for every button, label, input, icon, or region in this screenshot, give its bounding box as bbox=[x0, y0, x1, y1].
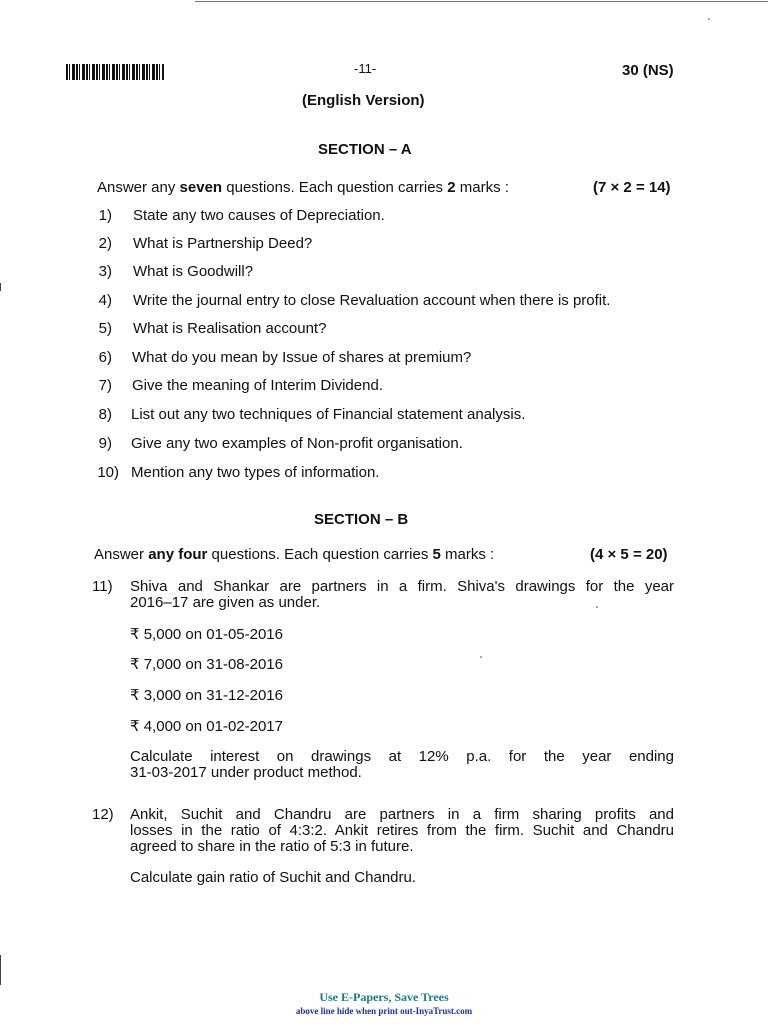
scan-edge-mark bbox=[0, 955, 1, 985]
barcode-image bbox=[66, 64, 164, 80]
question-number: 9) bbox=[98, 435, 112, 452]
scan-edge-mark bbox=[0, 283, 1, 291]
section-b-instruction bbox=[94, 546, 494, 563]
section-a-marks: (7 × 2 = 14) bbox=[593, 179, 671, 196]
page-number: -11- bbox=[354, 61, 377, 76]
instruction-text: marks : bbox=[455, 179, 509, 196]
question-text: Give the meaning of Interim Dividend. bbox=[132, 377, 383, 394]
question-number: 3) bbox=[98, 263, 112, 280]
question-text: What do you mean by Issue of shares at premium? bbox=[132, 349, 472, 366]
drawing-entry: ₹ 4,000 on 01-02-2017 bbox=[130, 718, 283, 735]
question-text: 31-03-2017 under product method. bbox=[130, 764, 362, 781]
instruction-text: questions. Each question carries bbox=[222, 179, 448, 196]
question-text: Shiva and Shankar are partners in a firm. Shiva's drawings for the year bbox=[130, 578, 674, 595]
drawing-entry: ₹ 7,000 on 31-08-2016 bbox=[130, 656, 283, 673]
question-text: Calculate gain ratio of Suchit and Chandru. bbox=[130, 869, 417, 886]
question-number: 2) bbox=[98, 235, 112, 252]
question-text: Mention any two types of information. bbox=[131, 464, 380, 481]
paper-code: 30 (NS) bbox=[622, 62, 674, 79]
instruction-count: any four bbox=[148, 546, 208, 563]
scan-speck bbox=[480, 656, 482, 658]
section-b-marks: (4 × 5 = 20) bbox=[590, 546, 668, 563]
section-a-instruction bbox=[97, 179, 509, 196]
instruction-text: marks : bbox=[440, 546, 495, 563]
question-text: What is Partnership Deed? bbox=[133, 235, 313, 252]
instruction-marks-each: 5 bbox=[432, 546, 441, 563]
instruction-text: Answer any bbox=[97, 179, 180, 196]
question-text: List out any two techniques of Financial statement analysis. bbox=[131, 406, 526, 423]
question-text: Ankit, Suchit and Chandru are partners in a firm sharing profits and bbox=[130, 806, 674, 823]
question-number: 8) bbox=[98, 406, 112, 423]
drawing-entry: ₹ 3,000 on 31-12-2016 bbox=[130, 687, 283, 704]
question-text: losses in the ratio of 4:3:2. Ankit retires from the firm. Suchit and Chandru bbox=[130, 822, 674, 839]
question-number: 6) bbox=[98, 349, 112, 366]
question-number: 1) bbox=[98, 207, 112, 224]
instruction-marks-each: 2 bbox=[447, 179, 456, 196]
question-number: 5) bbox=[98, 320, 112, 337]
footer-slogan: Use E-Papers, Save Trees bbox=[319, 990, 449, 1004]
question-number: 4) bbox=[98, 292, 112, 309]
question-text: What is Goodwill? bbox=[133, 263, 254, 280]
question-text: Give any two examples of Non-profit organisation. bbox=[131, 435, 463, 452]
version-title: (English Version) bbox=[302, 92, 425, 109]
section-b-heading: SECTION – B bbox=[314, 511, 409, 528]
question-number: 11) bbox=[92, 578, 113, 595]
question-text: Calculate interest on drawings at 12% p.a. for the year ending bbox=[130, 748, 674, 765]
question-text: Write the journal entry to close Revaluation account when there is profit. bbox=[133, 292, 611, 309]
scan-speck bbox=[708, 18, 710, 20]
instruction-count: seven bbox=[179, 179, 223, 196]
question-text: 2016–17 are given as under. bbox=[130, 594, 321, 611]
question-number: 10) bbox=[97, 464, 119, 481]
section-a-heading: SECTION – A bbox=[318, 141, 412, 158]
question-number: 7) bbox=[98, 377, 112, 394]
question-text: State any two causes of Depreciation. bbox=[133, 207, 385, 224]
top-divider bbox=[195, 1, 768, 2]
question-text: What is Realisation account? bbox=[133, 320, 327, 337]
drawing-entry: ₹ 5,000 on 01-05-2016 bbox=[130, 626, 283, 643]
instruction-text: Answer bbox=[94, 546, 149, 563]
footer-note: above line hide when print out-InyaTrust.com bbox=[295, 1006, 473, 1016]
question-text: agreed to share in the ratio of 5:3 in future. bbox=[130, 838, 414, 855]
instruction-text: questions. Each question carries bbox=[207, 546, 433, 563]
question-number: 12) bbox=[92, 806, 114, 823]
scan-speck bbox=[596, 606, 598, 608]
